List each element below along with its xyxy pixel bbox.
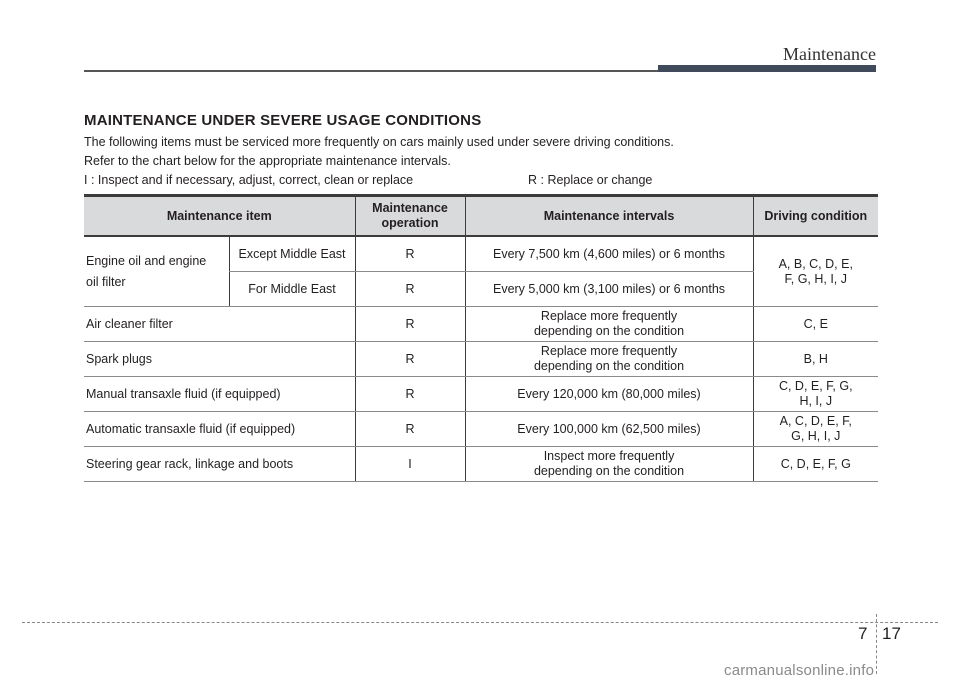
row-interval-line-2: depending on the condition [533,359,685,373]
legend-inspect: I : Inspect and if necessary, adjust, correct, clean or replace [84,173,414,187]
engine-oil-sub-except-middle-east: Except Middle East [229,236,355,272]
table-row [84,412,878,447]
engine-oil-interval-2: Every 5,000 km (3,100 miles) or 6 months [465,272,753,307]
row-interval [465,342,753,377]
row-interval [465,447,753,482]
row-operation: R [355,412,465,447]
engine-oil-item-line-2: oil filter [86,274,126,289]
legend-replace: R : Replace or change [528,173,653,187]
table-row [84,236,878,272]
row-item: Automatic transaxle fluid (if equipped) [84,412,355,447]
header-accent-bar [658,65,876,72]
engine-oil-interval-1: Every 7,500 km (4,600 miles) or 6 months [465,236,753,272]
watermark: carmanualsonline.info [724,662,875,679]
section-title: MAINTENANCE UNDER SEVERE USAGE CONDITIONS [84,112,482,129]
table-row [84,342,878,377]
table-row [84,447,878,482]
row-operation: R [355,377,465,412]
row-item: Spark plugs [84,342,355,377]
engine-oil-item-line-1: Engine oil and engine [86,253,207,268]
row-interval-line-2: depending on the condition [533,324,685,338]
engine-oil-item [84,236,229,307]
engine-oil-condition-line-1: A, B, C, D, E, [778,256,853,271]
row-item: Air cleaner filter [84,307,355,342]
footer-rule [22,622,938,623]
maintenance-table [84,194,878,482]
table-row [84,377,878,412]
row-interval: Every 100,000 km (62,500 miles) [465,412,753,447]
engine-oil-operation-2: R [355,272,465,307]
table-header-row [84,196,878,237]
header-maintenance-item: Maintenance item [84,196,355,237]
header-title: Maintenance [783,44,876,64]
row-condition-line-1: C, D, E, F, G, [778,379,853,393]
engine-oil-condition [753,236,878,307]
header-maintenance-operation: Maintenance operation [355,196,465,237]
engine-oil-condition-line-2: F, G, H, I, J [784,271,848,286]
row-interval-line-1: Replace more frequently [540,344,678,358]
row-condition: C, D, E, F, G [753,447,878,482]
row-item: Manual transaxle fluid (if equipped) [84,377,355,412]
intro-text [84,133,884,190]
engine-oil-operation-1: R [355,236,465,272]
row-condition [753,412,878,447]
header-driving-condition: Driving condition [753,196,878,237]
row-interval-line-2: depending on the condition [533,464,685,478]
row-interval [465,307,753,342]
row-condition-line-2: G, H, I, J [791,429,841,443]
row-operation: I [355,447,465,482]
engine-oil-sub-middle-east: For Middle East [229,272,355,307]
row-item: Steering gear rack, linkage and boots [84,447,355,482]
row-operation: R [355,307,465,342]
row-interval-line-1: Inspect more frequently [543,449,675,463]
row-condition [753,377,878,412]
row-interval: Every 120,000 km (80,000 miles) [465,377,753,412]
page-number: 17 [882,624,901,643]
row-condition: B, H [753,342,878,377]
row-condition-line-1: A, C, D, E, F, [779,414,852,428]
row-operation: R [355,342,465,377]
row-condition: C, E [753,307,878,342]
footer-divider [876,614,877,674]
chapter-number: 7 [858,624,868,643]
header-rule [84,70,660,72]
legend-row [84,171,884,190]
intro-line-1: The following items must be serviced more frequently on cars mainly used under severe driving conditions. [84,135,674,149]
intro-line-2: Refer to the chart below for the appropriate maintenance intervals. [84,154,451,168]
row-interval-line-1: Replace more frequently [540,309,678,323]
header-maintenance-intervals: Maintenance intervals [465,196,753,237]
table-row [84,307,878,342]
row-condition-line-2: H, I, J [799,394,833,408]
